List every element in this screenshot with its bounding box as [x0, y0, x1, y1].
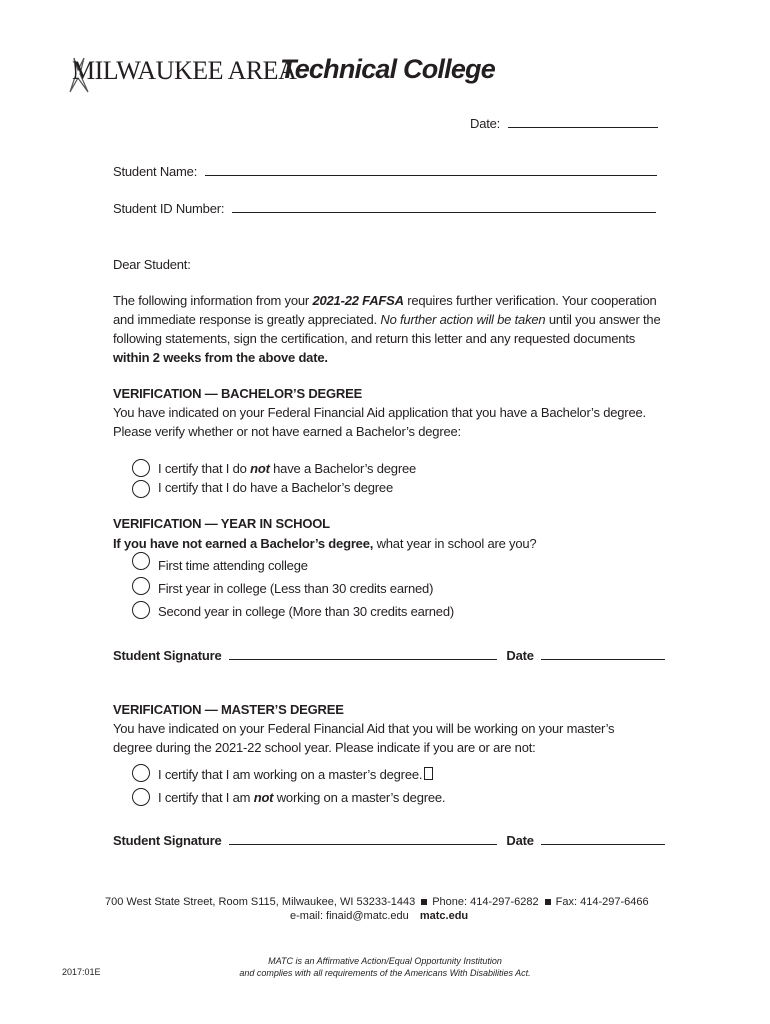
bullet-square-icon — [421, 899, 427, 905]
bachelor-opt1-a: I certify that I do — [158, 461, 251, 476]
signature-row-1[interactable] — [113, 647, 665, 665]
master-opt2-a: I certify that I am — [158, 790, 254, 805]
logo-name — [72, 56, 296, 86]
student-name-label: Student Name: — [113, 164, 198, 179]
signature-1-date-label: Date — [506, 648, 534, 663]
master-opt2-not: not — [253, 790, 274, 805]
master-opt2-b: working on a master’s degree. — [273, 790, 446, 805]
bachelor-heading: VERIFICATION — BACHELOR’S DEGREE — [113, 386, 363, 401]
master-no-label — [158, 789, 445, 807]
bachelor-no-label — [158, 460, 416, 478]
student-id-label: Student ID Number: — [113, 201, 225, 216]
date-label: Date: — [470, 116, 501, 131]
year-first-time-radio[interactable] — [132, 552, 150, 570]
master-heading: VERIFICATION — MASTER’S DEGREE — [113, 702, 344, 717]
year-first-time-label: First time attending college — [158, 558, 308, 573]
student-id-line[interactable] — [232, 200, 656, 213]
year-question-bold: If you have not earned a Bachelor’s degree, — [113, 536, 374, 551]
bachelor-opt1-b: have a Bachelor’s degree — [269, 461, 417, 476]
form-code: 2017:01E — [62, 967, 101, 977]
bullet-square-icon — [545, 899, 551, 905]
date-line[interactable] — [508, 115, 658, 128]
year-question-rest: what year in school are you? — [373, 536, 537, 551]
master-yes-radio[interactable] — [132, 764, 150, 782]
signature-2-label: Student Signature — [113, 833, 222, 848]
master-yes-label — [158, 766, 433, 784]
college-logo — [66, 52, 506, 100]
footer-online — [290, 909, 468, 923]
bachelor-no-radio[interactable] — [132, 459, 150, 477]
master-no-radio[interactable] — [132, 788, 150, 806]
bachelor-opt1-not: not — [250, 461, 270, 476]
student-name-line[interactable] — [205, 163, 657, 176]
paragraph-line-2 — [113, 311, 660, 329]
date-field[interactable] — [470, 115, 658, 133]
year-heading: VERIFICATION — YEAR IN SCHOOL — [113, 516, 330, 531]
footer-email[interactable]: e-mail: finaid@matc.edu — [290, 910, 409, 922]
p2-text-a: and immediate response is greatly appreciated. — [113, 312, 381, 327]
bachelor-yes-label: I certify that I do have a Bachelor’s degree — [158, 480, 393, 495]
signature-1-label: Student Signature — [113, 648, 222, 663]
signature-2-date-label: Date — [506, 833, 534, 848]
year-first-year-label: First year in college (Less than 30 credits earned) — [158, 581, 434, 596]
p1-fafsa: 2021-22 FAFSA — [312, 293, 404, 308]
paragraph-line-1 — [113, 292, 657, 310]
eeo-line-2: and complies with all requirements of the Americans With Disabilities Act. — [239, 968, 531, 978]
student-id-field[interactable] — [113, 200, 656, 218]
paragraph-line-4: within 2 weeks from the above date. — [113, 350, 328, 365]
footer-address: 700 West State Street, Room S115, Milwaukee, WI 53233-1443 — [105, 896, 416, 908]
master-opt1-text: I certify that I am working on a master’s degree. — [158, 767, 423, 782]
year-first-year-radio[interactable] — [132, 577, 150, 595]
footer-web[interactable]: matc.edu — [419, 910, 469, 922]
p1-text-b: requires further verification. Your cooperation — [403, 293, 657, 308]
p2-text-b: until you answer the — [545, 312, 661, 327]
p1-text-a: The following information from your — [113, 293, 313, 308]
footer-contact — [105, 895, 649, 909]
logo-area: AREA — [227, 56, 297, 85]
eeo-line-1: MATC is an Affirmative Action/Equal Opportunity Institution — [268, 956, 502, 966]
p2-italic: No further action will be taken — [380, 312, 546, 327]
year-second-year-label: Second year in college (More than 30 credits earned) — [158, 604, 454, 619]
footer-phone: Phone: 414-297-6282 — [432, 896, 539, 908]
student-name-field[interactable] — [113, 163, 657, 181]
bachelor-yes-radio[interactable] — [132, 480, 150, 498]
master-line-1: You have indicated on your Federal Financial Aid that you will be working on your master’s — [113, 721, 615, 736]
greeting: Dear Student: — [113, 257, 191, 272]
logo-milwaukee: MILWAUKEE — [72, 56, 223, 85]
signature-2-date-line[interactable] — [541, 832, 665, 845]
year-second-year-radio[interactable] — [132, 601, 150, 619]
bachelor-line-1: You have indicated on your Federal Financial Aid application that you have a Bachelor’s degree. — [113, 405, 646, 420]
year-question — [113, 535, 536, 553]
signature-1-line[interactable] — [229, 647, 497, 660]
signature-2-line[interactable] — [229, 832, 497, 845]
master-line-2: degree during the 2021-22 school year. Please indicate if you are or are not: — [113, 740, 536, 755]
signature-row-2[interactable] — [113, 832, 665, 850]
box-glyph-icon — [424, 767, 433, 780]
paragraph-line-3: following statements, sign the certification, and return this letter and any requested documents — [113, 331, 636, 346]
bachelor-line-2: Please verify whether or not have earned a Bachelor’s degree: — [113, 424, 461, 439]
signature-1-date-line[interactable] — [541, 647, 665, 660]
logo-technical-college: Technical College — [280, 54, 495, 84]
footer-fax: Fax: 414-297-6466 — [555, 896, 649, 908]
